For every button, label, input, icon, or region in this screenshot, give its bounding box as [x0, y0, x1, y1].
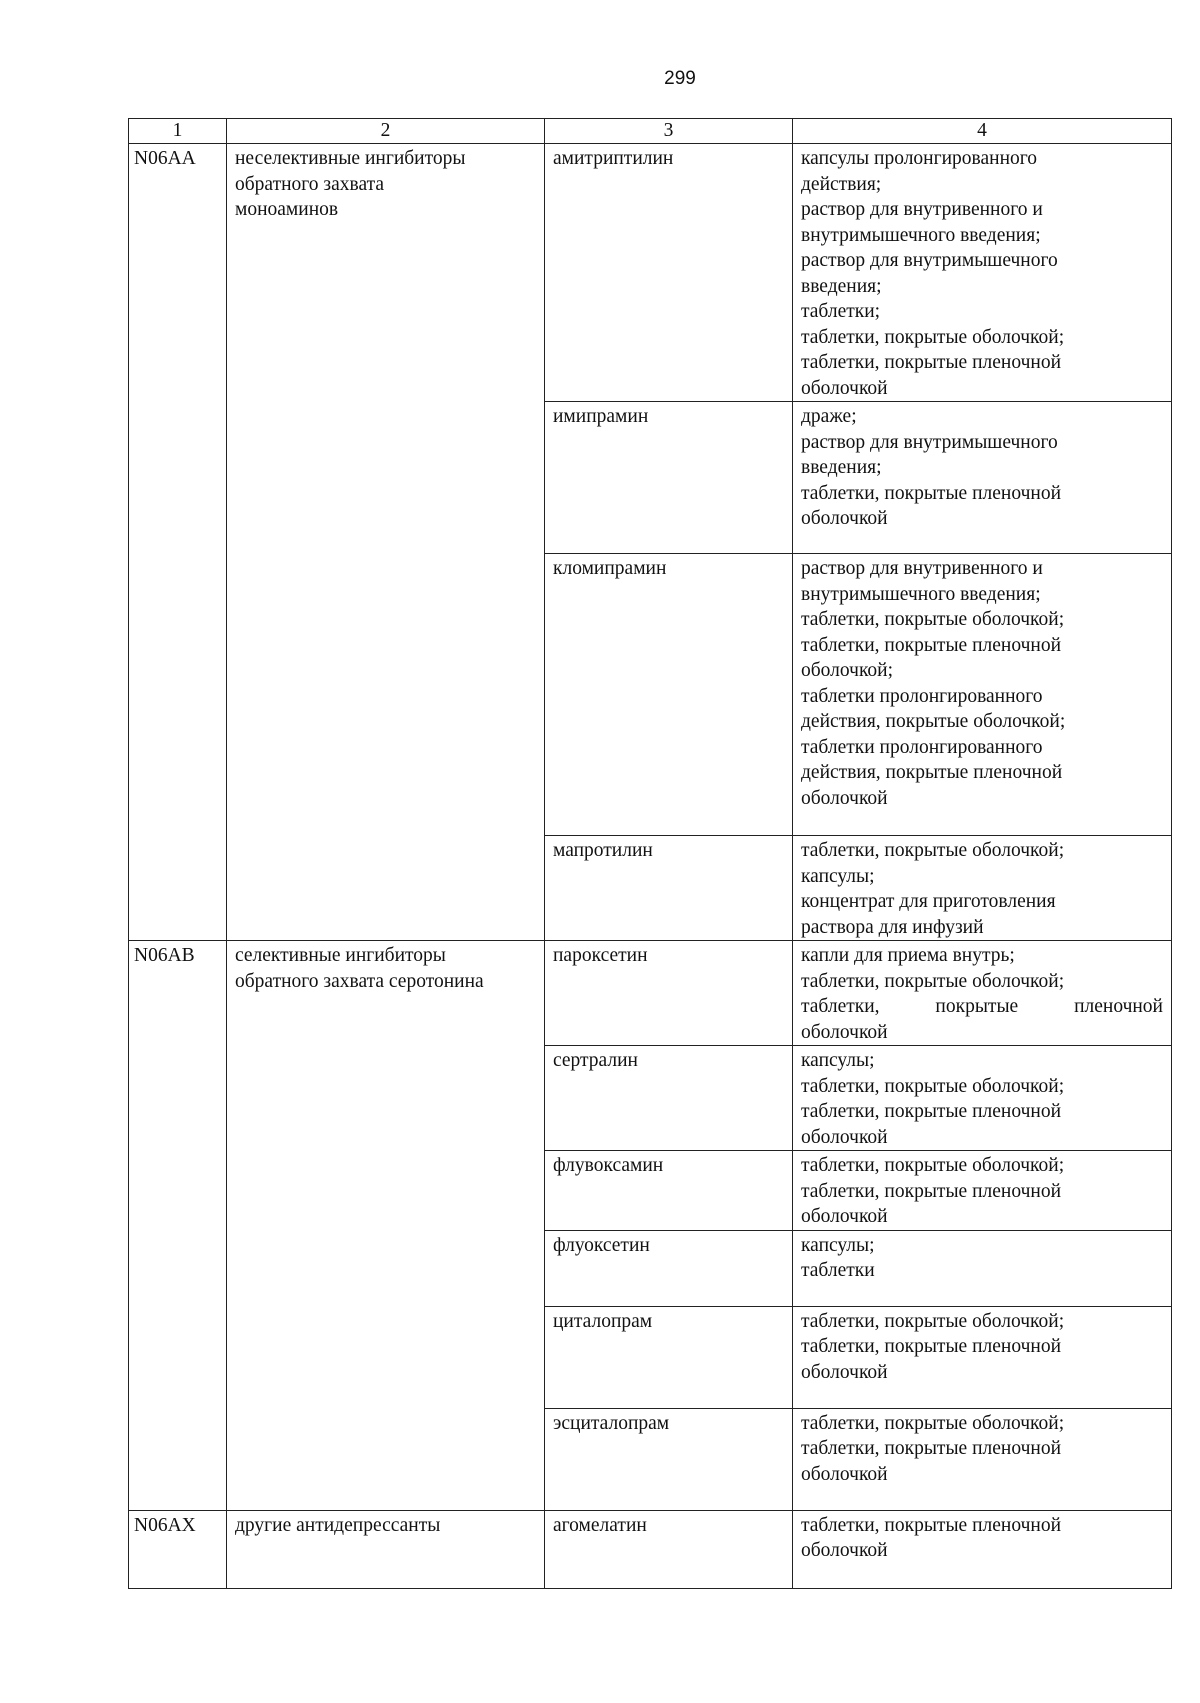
- group-name-line: моноаминов: [235, 199, 339, 220]
- atc-code: N06AB: [129, 941, 227, 1511]
- dosage-form-line: таблетки, покрытые оболочкой;: [801, 970, 1065, 992]
- dosage-forms: [793, 1408, 1172, 1510]
- drug-name: пароксетин: [545, 941, 793, 1046]
- drug-name: флуоксетин: [545, 1230, 793, 1306]
- dosage-form-line: таблетки, покрытые пленочной: [801, 1101, 1062, 1122]
- dosage-form-line: капсулы;: [801, 1234, 875, 1256]
- group-name-line: обратного захвата: [235, 173, 385, 195]
- dosage-form-line: введения;: [801, 457, 882, 478]
- dosage-form-line: таблетки, покрытые оболочкой;: [801, 840, 1065, 861]
- drug-name: амитриптилин: [545, 144, 793, 402]
- group-name: [227, 144, 545, 941]
- dosage-forms: [793, 402, 1172, 554]
- group-name-line: неселективные ингибиторы: [235, 148, 466, 169]
- dosage-form-line: таблетки: [801, 1260, 875, 1281]
- drug-name: сертралин: [545, 1046, 793, 1151]
- dosage-form-line: оболочкой: [801, 377, 888, 399]
- dosage-form-line: оболочкой: [801, 1463, 888, 1485]
- dosage-form-line: таблетки, покрытые пленочной: [801, 1514, 1062, 1536]
- group-name-line: другие антидепрессанты: [235, 1514, 441, 1536]
- drug-name: агомелатин: [545, 1510, 793, 1588]
- dosage-form-line: капсулы пролонгированного: [801, 148, 1038, 169]
- dosage-form-line: таблетки, покрытые оболочкой;: [801, 609, 1065, 630]
- dosage-form-line: действия, покрытые пленочной: [801, 762, 1063, 783]
- dosage-form-line: драже;: [801, 406, 857, 427]
- drug-name: циталопрам: [545, 1306, 793, 1408]
- drug-table: [128, 118, 1172, 1589]
- table-row: [129, 144, 1172, 402]
- dosage-form-line: раствор для внутривенного и: [801, 199, 1043, 220]
- group-name: [227, 941, 545, 1511]
- group-name-line: обратного захвата серотонина: [235, 970, 484, 992]
- dosage-form-line: капсулы;: [801, 1050, 875, 1071]
- table-header-row: [129, 119, 1172, 144]
- column-header-4: 4: [793, 119, 1172, 144]
- dosage-form-line: введения;: [801, 275, 882, 297]
- dosage-form-line: оболочкой: [801, 508, 888, 529]
- dosage-form-line: действия;: [801, 173, 882, 195]
- dosage-form-line: капсулы;: [801, 865, 875, 887]
- dosage-forms: [793, 941, 1172, 1046]
- dosage-form-line: оболочкой: [801, 1540, 888, 1561]
- dosage-form-line: таблетки пролонгированного: [801, 736, 1043, 758]
- dosage-form-line: раствор для внутримышечного: [801, 250, 1058, 271]
- dosage-forms: [793, 1306, 1172, 1408]
- dosage-form-line: таблетки, покрытые пленочной: [801, 352, 1062, 373]
- drug-name: мапротилин: [545, 836, 793, 941]
- dosage-forms: [793, 1046, 1172, 1151]
- dosage-forms: [793, 1510, 1172, 1588]
- dosage-form-line: таблетки, покрытые оболочкой;: [801, 1412, 1065, 1434]
- dosage-form-line: таблетки, покрытые пленочной: [801, 1336, 1062, 1357]
- atc-code: N06AA: [129, 144, 227, 941]
- dosage-form-line: внутримышечного введения;: [801, 583, 1041, 605]
- dosage-form-line: концентрат для приготовления: [801, 891, 1056, 912]
- dosage-form-line: раствор для внутримышечного: [801, 431, 1058, 453]
- group-name-line: селективные ингибиторы: [235, 945, 446, 966]
- dosage-form-line: оболочкой;: [801, 660, 894, 681]
- table-row: [129, 1510, 1172, 1588]
- column-header-2: 2: [227, 119, 545, 144]
- dosage-form-line: таблетки, покрытые оболочкой;: [801, 1310, 1065, 1332]
- dosage-form-line: внутримышечного введения;: [801, 224, 1041, 246]
- column-header-3: 3: [545, 119, 793, 144]
- dosage-forms: [793, 144, 1172, 402]
- dosage-form-line: таблетки, покрытые оболочкой;: [801, 1075, 1065, 1097]
- dosage-form-line: таблетки;: [801, 301, 881, 322]
- dosage-form-line: таблетки, покрытые пленочной: [801, 1438, 1062, 1459]
- dosage-form-line: оболочкой: [801, 1126, 888, 1148]
- dosage-form-line: капли для приема внутрь;: [801, 945, 1015, 966]
- dosage-form-line: таблетки, покрытые оболочкой;: [801, 1155, 1065, 1176]
- dosage-forms: [793, 1151, 1172, 1231]
- dosage-forms: [793, 1230, 1172, 1306]
- dosage-form-line: таблетки, покрытые пленочной: [801, 996, 1163, 1017]
- dosage-form-line: таблетки, покрытые пленочной: [801, 1180, 1062, 1202]
- dosage-form-line: действия, покрытые оболочкой;: [801, 711, 1066, 732]
- group-name: [227, 1510, 545, 1588]
- dosage-form-line: оболочкой: [801, 787, 888, 809]
- dosage-form-line: оболочкой: [801, 1361, 888, 1383]
- page-number: 299: [664, 68, 696, 89]
- atc-code: N06AX: [129, 1510, 227, 1588]
- table-row: [129, 941, 1172, 1046]
- dosage-forms: [793, 836, 1172, 941]
- drug-name: кломипрамин: [545, 554, 793, 836]
- dosage-form-line: таблетки пролонгированного: [801, 685, 1043, 707]
- drug-name: флувоксамин: [545, 1151, 793, 1231]
- dosage-form-line: оболочкой: [801, 1206, 888, 1227]
- dosage-form-line: раствора для инфузий: [801, 916, 984, 938]
- drug-name: имипрамин: [545, 402, 793, 554]
- dosage-form-line: таблетки, покрытые пленочной: [801, 634, 1062, 656]
- dosage-form-line: таблетки, покрытые оболочкой;: [801, 326, 1065, 348]
- column-header-1: 1: [129, 119, 227, 144]
- dosage-form-line: оболочкой: [801, 1021, 888, 1043]
- dosage-form-line: таблетки, покрытые пленочной: [801, 482, 1062, 504]
- dosage-form-line: раствор для внутривенного и: [801, 558, 1043, 579]
- drug-name: эсциталопрам: [545, 1408, 793, 1510]
- dosage-forms: [793, 554, 1172, 836]
